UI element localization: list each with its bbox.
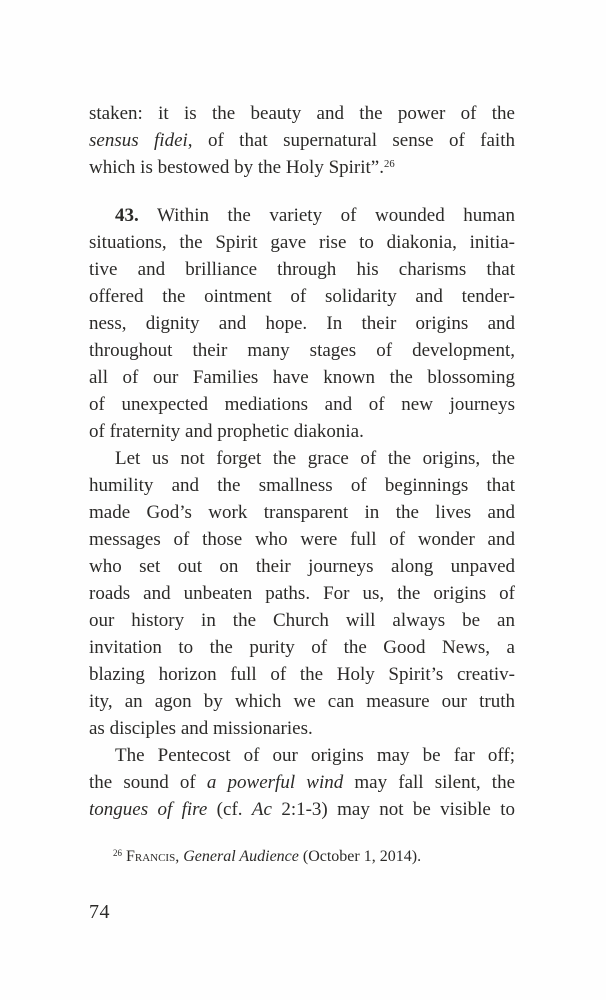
text-segment: Francis [125,848,176,865]
text-line [89,229,515,256]
text-segment: , [175,848,184,865]
text-line [89,337,515,364]
text-segment: staken: it is the beauty and the power of the [89,103,515,124]
text-segment: Within the variety of wounded human [138,205,515,226]
text-line [89,445,515,472]
text-segment: throughout their many stages of development, [89,340,515,361]
text-line [89,526,515,553]
superscript-number: 26 [384,159,395,171]
text-line [89,742,515,769]
text-segment: of fraternity and prophetic diakonia. [89,421,364,442]
text-line [89,661,515,688]
text-line [89,364,515,391]
paragraph [89,100,515,181]
text-segment: of unexpected mediations and of new journeys [89,394,515,415]
paragraph [89,202,515,445]
text-line [89,283,515,310]
text-segment: made God’s work transparent in the lives and [89,502,515,523]
text-segment: a powerful wind [206,772,344,793]
text-segment: (cf. [207,799,252,820]
paragraph [89,445,515,742]
text-line [89,391,515,418]
text-segment: tongues of fire [89,799,208,820]
text-segment: humility and the smallness of beginnings that [89,475,515,496]
text-line [89,154,515,181]
text-line [89,100,515,127]
text-segment: 43. [115,205,139,226]
text-segment: offered the ointment of solidarity and tender- [89,286,515,307]
text-segment: invitation to the purity of the Good News, a [89,637,515,658]
text-segment: situations, the Spirit gave rise to diakonia, initia- [89,232,515,253]
footnote-text [89,847,515,867]
text-segment: messages of those who were full of wonder and [89,529,515,550]
text-segment: blazing horizon full of the Holy Spirit’s creativ- [89,664,515,685]
text-segment: our history in the Church will always be an [89,610,515,631]
text-line [89,256,515,283]
text-segment: tive and brilliance through his charisms that [89,259,515,280]
text-line [89,580,515,607]
text-segment: , of that supernatural sense of faith [187,130,515,151]
text-segment: General Audience [183,848,299,865]
text-segment: ness, dignity and hope. In their origins and [89,313,515,334]
text-line [89,715,515,742]
page-number: 74 [89,901,110,923]
paragraph [89,742,515,823]
text-segment: which is bestowed by the Holy Spirit”. [89,157,384,178]
text-line [89,202,515,229]
text-segment: The Pentecost of our origins may be far off; [115,745,515,766]
text-segment: all of our Families have known the blossoming [89,367,515,388]
text-segment: (October 1, 2014). [298,848,422,865]
text-line [89,418,515,445]
text-line [89,127,515,154]
text-line [89,796,515,823]
text-line [89,472,515,499]
text-line [89,499,515,526]
text-segment: may fall silent, the [343,772,516,793]
text-line [89,553,515,580]
text-segment: ity, an agon by which we can measure our truth [89,691,515,712]
text-segment: Ac [251,799,272,820]
text-segment: the sound of [89,772,207,793]
body-text [89,100,515,823]
footnote [89,847,515,867]
text-line [89,634,515,661]
text-segment: roads and unbeaten paths. For us, the origins of [89,583,515,604]
text-segment: as disciples and missionaries. [89,718,313,739]
text-line [89,310,515,337]
text-line [89,769,515,796]
text-line [89,607,515,634]
text-segment: 2:1-3) may not be visible to [271,799,515,820]
text-line [89,688,515,715]
text-segment: Let us not forget the grace of the origins, the [115,448,515,469]
text-segment: sensus fidei [89,130,188,151]
text-segment: who set out on their journeys along unpaved [89,556,515,577]
superscript-number: 26 [113,848,122,859]
